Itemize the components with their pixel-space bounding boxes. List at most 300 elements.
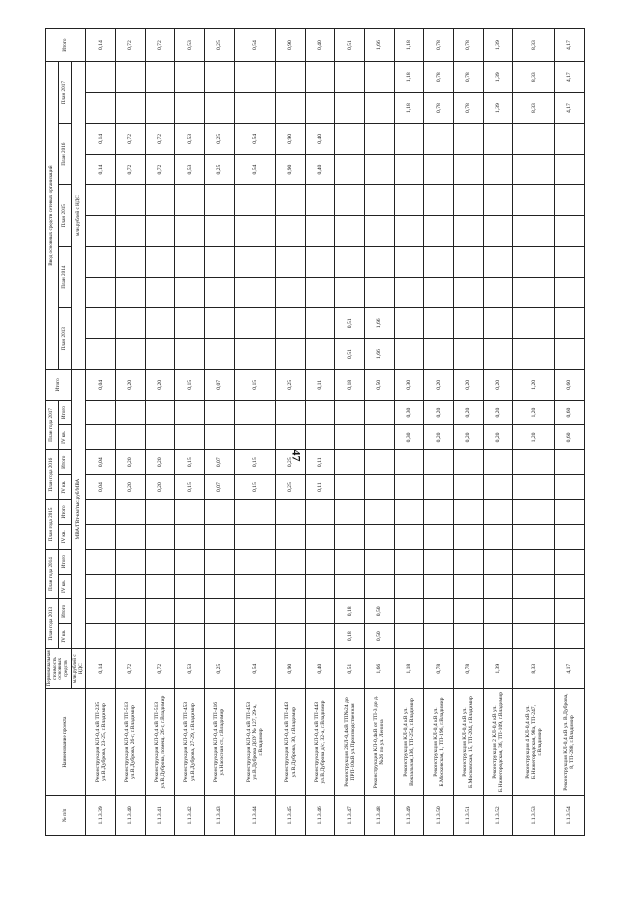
input-iv-value: 0,78 <box>424 93 454 124</box>
finance-total-value: 0,20 <box>454 400 484 425</box>
initial-cost: 0,72 <box>115 649 145 689</box>
input-total-value <box>234 62 276 93</box>
input-total-value: 0,90 <box>276 123 306 154</box>
input-total-value <box>86 246 116 277</box>
input-total-value <box>335 246 365 277</box>
finance-iv-value: 0,20 <box>483 425 513 450</box>
input-iv-value <box>305 93 335 124</box>
finance-iv-value: 0,50 <box>365 624 395 649</box>
finance-iv-value <box>115 425 145 450</box>
finance-total-value <box>483 549 513 574</box>
finance-total-value <box>145 500 175 525</box>
input-iv-value <box>394 154 424 185</box>
finance-total-value <box>513 549 555 574</box>
input-iv-value <box>276 93 306 124</box>
finance-total-value <box>204 400 234 425</box>
finance-iv-value <box>145 624 175 649</box>
finance-iv-value <box>365 524 395 549</box>
input-total-value <box>175 246 205 277</box>
input-iv-value <box>145 339 175 370</box>
project-name: Реконструкция КЛ-0,4 кВ ТП-453 ул.В.Дуброва ДОУ № 127, 29-а, г.Владимир <box>234 689 276 795</box>
input-total-value <box>115 308 145 339</box>
finance-sum-value: 0,15 <box>175 369 205 400</box>
input-total-value <box>234 185 276 216</box>
finance-iv-value <box>394 624 424 649</box>
table-row <box>424 29 454 836</box>
input-total-value <box>513 185 555 216</box>
finance-iv-value <box>483 475 513 500</box>
input-total-value: 8,33 <box>513 62 555 93</box>
input-iv-value: 0,25 <box>204 154 234 185</box>
finance-sum-value: 0,07 <box>204 369 234 400</box>
input-total-value <box>335 185 365 216</box>
finance-total-value <box>394 500 424 525</box>
iv-header: IV кв. <box>58 574 71 599</box>
table-row <box>204 29 234 836</box>
finance-iv-value <box>175 574 205 599</box>
finance-total-value <box>175 549 205 574</box>
finance-iv-value <box>276 574 306 599</box>
row-number: 1.1.3.46 <box>305 795 335 835</box>
finance-iv-value <box>204 425 234 450</box>
project-name: Реконструкция КЛ-0,4 кВ ул. Б.Московская, 15, ТП-204, г.Владимир <box>454 689 484 795</box>
finance-iv-value <box>305 524 335 549</box>
initial-cost: 0,51 <box>335 649 365 689</box>
input-iv-value <box>175 216 205 247</box>
finance-total-value: 0,30 <box>394 400 424 425</box>
grand-total-value: 8,33 <box>513 29 555 62</box>
initial-cost: 0,90 <box>276 649 306 689</box>
finance-total-value <box>555 500 585 525</box>
finance-iv-value <box>483 574 513 599</box>
input-iv-value <box>305 216 335 247</box>
finance-iv-value: 0,20 <box>424 425 454 450</box>
finance-iv-value: 0,20 <box>145 475 175 500</box>
input-iv-value <box>513 339 555 370</box>
finance-total-value <box>483 450 513 475</box>
input-iv-value <box>424 277 454 308</box>
total-header: Итого <box>58 500 71 525</box>
input-total-value <box>555 246 585 277</box>
input-total-value <box>555 308 585 339</box>
input-total-value <box>145 62 175 93</box>
project-name: Реконструкция 4 КЛ-0,4 кВ ул. Б.Нижегородская, 98а, ТП-247, г.Владимир <box>513 689 555 795</box>
iv-header: IV кв. <box>58 524 71 549</box>
input-total-value <box>365 123 395 154</box>
finance-iv-value <box>204 524 234 549</box>
input-total-value <box>145 246 175 277</box>
finance-iv-value <box>276 425 306 450</box>
finance-iv-value <box>234 574 276 599</box>
project-name: Реконструкция 2 КЛ-0,4 кВ ул. Б.Нижегородская, 36, ТП-109, г.Владимир <box>483 689 513 795</box>
grand-total-value: 0,25 <box>204 29 234 62</box>
input-total-value <box>454 246 484 277</box>
grand-total-value: 0,14 <box>86 29 116 62</box>
input-iv-value <box>276 339 306 370</box>
input-iv-value: 1,18 <box>394 93 424 124</box>
input-iv-value <box>305 339 335 370</box>
finance-total-value <box>365 400 395 425</box>
finance-total-value <box>424 599 454 624</box>
input-total-value <box>276 185 306 216</box>
grand-total-value: 1,66 <box>365 29 395 62</box>
finance-sum-value: 0,04 <box>86 369 116 400</box>
total-header: Итого <box>58 549 71 574</box>
project-name: Реконструкция КЛ-0,4 кВ ТП-416 ул.Насосная ст., г.Владимир <box>204 689 234 795</box>
finance-total-value <box>145 549 175 574</box>
input-iv-value <box>86 339 116 370</box>
finance-unit-note: МВА/ГВт-км/тыс.руб/МВА <box>71 369 85 648</box>
project-name: Реконструкция КЛ-0,4 кВ ТП-513 ул.В.Дуброва, 26-г, г.Владимир <box>115 689 145 795</box>
finance-sum-value: 0,20 <box>115 369 145 400</box>
input-total-value: 0,51 <box>335 308 365 339</box>
finance-iv-value <box>483 524 513 549</box>
finance-total-value: 0,15 <box>234 450 276 475</box>
input-total-value: 0,72 <box>115 123 145 154</box>
finance-total-value <box>454 450 484 475</box>
input-iv-value: 1,39 <box>483 93 513 124</box>
finance-total-value <box>555 450 585 475</box>
finance-total-value <box>483 599 513 624</box>
input-iv-value <box>394 339 424 370</box>
row-number: 1.1.3.43 <box>204 795 234 835</box>
finance-iv-value <box>234 425 276 450</box>
row-number: 1.1.3.52 <box>483 795 513 835</box>
table-row <box>513 29 555 836</box>
input-total-value: 1,39 <box>483 62 513 93</box>
finance-sum-value: 0,60 <box>555 369 585 400</box>
iv-header: IV кв. <box>58 624 71 649</box>
table-row <box>175 29 205 836</box>
grand-total-value: 1,39 <box>483 29 513 62</box>
finance-iv-value <box>424 624 454 649</box>
finance-iv-value <box>513 624 555 649</box>
finance-total-value <box>394 549 424 574</box>
finance-iv-value <box>175 524 205 549</box>
finance-iv-value <box>424 475 454 500</box>
input-total-value <box>115 62 145 93</box>
initial-cost: 0,14 <box>86 649 116 689</box>
input-total-value <box>394 246 424 277</box>
finance-sum-value: 1,20 <box>513 369 555 400</box>
finance-total-value <box>115 549 145 574</box>
finance-iv-value <box>454 624 484 649</box>
finance-iv-value <box>86 524 116 549</box>
input-total-value <box>276 308 306 339</box>
input-total-value: 0,53 <box>175 123 205 154</box>
input-total-value <box>555 123 585 154</box>
input-iv-value <box>175 277 205 308</box>
input-total-value <box>513 123 555 154</box>
finance-iv-value <box>234 524 276 549</box>
input-total-value <box>394 123 424 154</box>
finance-iv-value <box>513 524 555 549</box>
table-body <box>86 29 585 836</box>
input-total-value <box>86 185 116 216</box>
input-iv-value: 0,72 <box>145 154 175 185</box>
input-iv-value <box>276 277 306 308</box>
finance-total-value <box>115 400 145 425</box>
finance-total-value: 0,20 <box>115 450 145 475</box>
finance-iv-value: 0,60 <box>555 425 585 450</box>
input-total-value <box>86 62 116 93</box>
finance-iv-value <box>145 425 175 450</box>
finance-total-value <box>234 500 276 525</box>
finance-iv-value: 0,25 <box>276 475 306 500</box>
input-iv-value <box>335 93 365 124</box>
input-total-value <box>234 308 276 339</box>
finance-iv-value <box>335 574 365 599</box>
finance-total-value <box>424 450 454 475</box>
row-number: 1.1.3.39 <box>86 795 116 835</box>
finance-iv-value <box>175 425 205 450</box>
input-iv-value <box>365 154 395 185</box>
input-iv-value <box>513 277 555 308</box>
input-iv-value <box>115 277 145 308</box>
table-row <box>234 29 276 836</box>
input-total-value <box>145 185 175 216</box>
finance-total-value <box>365 450 395 475</box>
row-number: 1.1.3.53 <box>513 795 555 835</box>
finance-total-value <box>424 549 454 574</box>
finance-total-value <box>454 599 484 624</box>
finance-iv-value <box>305 574 335 599</box>
finance-total-value <box>115 500 145 525</box>
input-iv-value <box>394 277 424 308</box>
input-total-value <box>204 246 234 277</box>
input-iv-value <box>175 339 205 370</box>
input-total-value <box>305 62 335 93</box>
finance-sum-value: 0,18 <box>335 369 365 400</box>
initial-cost: 1,18 <box>394 649 424 689</box>
input-iv-value: 8,33 <box>513 93 555 124</box>
input-iv-value <box>555 339 585 370</box>
finance-sum-value: 0,11 <box>305 369 335 400</box>
finance-total-value <box>335 400 365 425</box>
finance-total-value <box>394 599 424 624</box>
row-number: 1.1.3.40 <box>115 795 145 835</box>
input-total-value <box>335 62 365 93</box>
project-name: Реконструкция КЛ-0,4 кВ ТП-513 ул.В.Дуброва, помещ. 26-г, г.Владимир <box>145 689 175 795</box>
finance-total-value <box>513 599 555 624</box>
finance-total-value <box>204 599 234 624</box>
finance-total-value: 0,15 <box>175 450 205 475</box>
finance-total-value: 0,60 <box>555 400 585 425</box>
finance-total-value <box>394 450 424 475</box>
input-iv-value <box>513 154 555 185</box>
finance-iv-value <box>513 475 555 500</box>
finance-total-value <box>483 500 513 525</box>
input-total-value <box>483 246 513 277</box>
row-number: 1.1.3.45 <box>276 795 306 835</box>
finance-iv-value: 0,20 <box>454 425 484 450</box>
project-name: Реконструкция КЛ-0,4 кВ ТП-453 ул.В.Дуброва, 27-29, г.Владимир <box>175 689 205 795</box>
row-number: 1.1.3.50 <box>424 795 454 835</box>
input-total-value <box>204 185 234 216</box>
finance-iv-value: 0,15 <box>234 475 276 500</box>
finance-total-value <box>204 549 234 574</box>
finance-iv-value <box>305 425 335 450</box>
finance-iv-value: 0,30 <box>394 425 424 450</box>
grand-total-value: 4,17 <box>555 29 585 62</box>
initial-cost: 0,53 <box>175 649 205 689</box>
initial-cost: 0,78 <box>454 649 484 689</box>
grand-total-value: 0,51 <box>335 29 365 62</box>
input-iv-value <box>424 154 454 185</box>
finance-iv-value: 0,20 <box>115 475 145 500</box>
input-total-value <box>555 185 585 216</box>
finance-iv-value: 0,15 <box>175 475 205 500</box>
col-need-header: Первоначальная стоимость основных средств <box>46 649 72 689</box>
finance-year-header: План года 2013 <box>46 599 59 649</box>
finance-sum-value: 0,20 <box>454 369 484 400</box>
initial-cost: 1,39 <box>483 649 513 689</box>
input-iv-value <box>115 216 145 247</box>
row-number: 1.1.3.41 <box>145 795 175 835</box>
finance-sum-value: 0,20 <box>424 369 454 400</box>
input-year-header: План 2017 <box>58 62 71 124</box>
finance-iv-value <box>276 524 306 549</box>
finance-iv-value <box>175 624 205 649</box>
input-iv-value <box>86 277 116 308</box>
finance-sum-value: 0,20 <box>483 369 513 400</box>
finance-sum-value: 0,25 <box>276 369 306 400</box>
input-iv-value <box>483 339 513 370</box>
input-iv-value <box>394 216 424 247</box>
input-total-value: 0,40 <box>305 123 335 154</box>
input-iv-value <box>365 277 395 308</box>
finance-total-value <box>335 500 365 525</box>
project-name: Реконструкция КЛ-0,4 кВ ТП-235 ул.В.Дуброва, 23-25, г.Владимир <box>86 689 116 795</box>
input-iv-value <box>145 277 175 308</box>
input-iv-value <box>145 216 175 247</box>
finance-iv-value <box>394 524 424 549</box>
input-iv-value <box>365 216 395 247</box>
input-iv-value: 0,54 <box>234 154 276 185</box>
finance-iv-value: 0,07 <box>204 475 234 500</box>
input-iv-value <box>513 216 555 247</box>
finance-total-value: 1,20 <box>513 400 555 425</box>
input-iv-value: 4,17 <box>555 93 585 124</box>
row-number: 1.1.3.51 <box>454 795 484 835</box>
input-iv-value <box>483 154 513 185</box>
initial-cost: 4,17 <box>555 649 585 689</box>
row-number: 1.1.3.48 <box>365 795 395 835</box>
col-need-unit: млн.рублей с НДС <box>71 649 85 689</box>
rotated-table-container <box>45 28 581 836</box>
finance-total-value <box>145 599 175 624</box>
project-name: Реконструкция 2КЛ-0,4кВ ТП№24 до ПРП-10кВ ул.Производственная <box>335 689 365 795</box>
finance-total-value: 0,20 <box>483 400 513 425</box>
input-iv-value <box>145 93 175 124</box>
input-iv-value <box>424 339 454 370</box>
input-iv-value: 0,51 <box>335 339 365 370</box>
row-number: 1.1.3.47 <box>335 795 365 835</box>
iv-header: IV кв. <box>58 475 71 500</box>
finance-total-value <box>335 450 365 475</box>
finance-iv-value <box>204 624 234 649</box>
finance-sum-value: 0,20 <box>145 369 175 400</box>
project-name: Реконструкция КЛ-0,4 кВ ул. Б.Московская, 1, ТП-196, г.Владимир <box>424 689 454 795</box>
finance-total-value <box>175 599 205 624</box>
input-total-value <box>305 308 335 339</box>
finance-total-value: 0,25 <box>276 450 306 475</box>
input-total-value <box>175 308 205 339</box>
input-iv-value <box>115 93 145 124</box>
input-iv-value <box>454 339 484 370</box>
finance-total-value: 0,04 <box>86 450 116 475</box>
finance-iv-value <box>424 524 454 549</box>
finance-total-value <box>513 500 555 525</box>
finance-total-value <box>276 500 306 525</box>
input-iv-value <box>555 216 585 247</box>
finance-total-value <box>305 400 335 425</box>
finance-total-value <box>555 549 585 574</box>
project-name: Реконструкция КЛ-0,4кВ от ТП-3 до д. №26 по ул. Ленина <box>365 689 395 795</box>
input-total-value <box>454 123 484 154</box>
finance-total-value <box>276 549 306 574</box>
input-total-value <box>513 308 555 339</box>
table-row <box>115 29 145 836</box>
input-year-header: План 2015 <box>58 185 71 247</box>
finance-total-value <box>365 500 395 525</box>
finance-iv-value <box>394 574 424 599</box>
input-total-value: 0,25 <box>204 123 234 154</box>
initial-cost: 0,40 <box>305 649 335 689</box>
input-total-value <box>175 62 205 93</box>
finance-iv-value <box>365 574 395 599</box>
input-total-value <box>394 185 424 216</box>
input-iv-value <box>234 277 276 308</box>
total-header: Итого <box>58 599 71 624</box>
finance-iv-value <box>483 624 513 649</box>
input-total-value <box>365 185 395 216</box>
input-iv-value: 0,78 <box>454 93 484 124</box>
input-total-value <box>394 308 424 339</box>
finance-iv-value <box>115 574 145 599</box>
finance-total-value <box>454 500 484 525</box>
input-iv-value: 0,14 <box>86 154 116 185</box>
table-row <box>394 29 424 836</box>
col-num-header: № п/п <box>46 795 86 835</box>
finance-iv-value <box>513 574 555 599</box>
finance-iv-value <box>145 574 175 599</box>
input-iv-value: 1,66 <box>365 339 395 370</box>
input-total-value <box>365 62 395 93</box>
input-iv-value <box>555 277 585 308</box>
initial-cost: 0,54 <box>234 649 276 689</box>
grand-total-value: 0,72 <box>145 29 175 62</box>
finance-iv-value: 0,18 <box>335 624 365 649</box>
finance-total-value <box>115 599 145 624</box>
input-total-value: 0,78 <box>454 62 484 93</box>
project-name: Реконструкция КЛ-0,4 кВ ТП-443 ул.В.Дуброва, 30, г.Владимир <box>276 689 306 795</box>
finance-iv-value <box>86 574 116 599</box>
table-header <box>46 29 86 836</box>
input-total-value <box>424 308 454 339</box>
finance-total-value: 0,20 <box>145 450 175 475</box>
col-name-header: Наименование проекта <box>46 689 86 795</box>
finance-iv-value <box>115 524 145 549</box>
initial-cost: 1,66 <box>365 649 395 689</box>
input-total-value <box>204 62 234 93</box>
input-iv-value <box>483 216 513 247</box>
finance-total-value <box>234 599 276 624</box>
input-total-value <box>424 246 454 277</box>
table-row <box>555 29 585 836</box>
finance-total-value <box>234 549 276 574</box>
finance-sum-value: 0,15 <box>234 369 276 400</box>
